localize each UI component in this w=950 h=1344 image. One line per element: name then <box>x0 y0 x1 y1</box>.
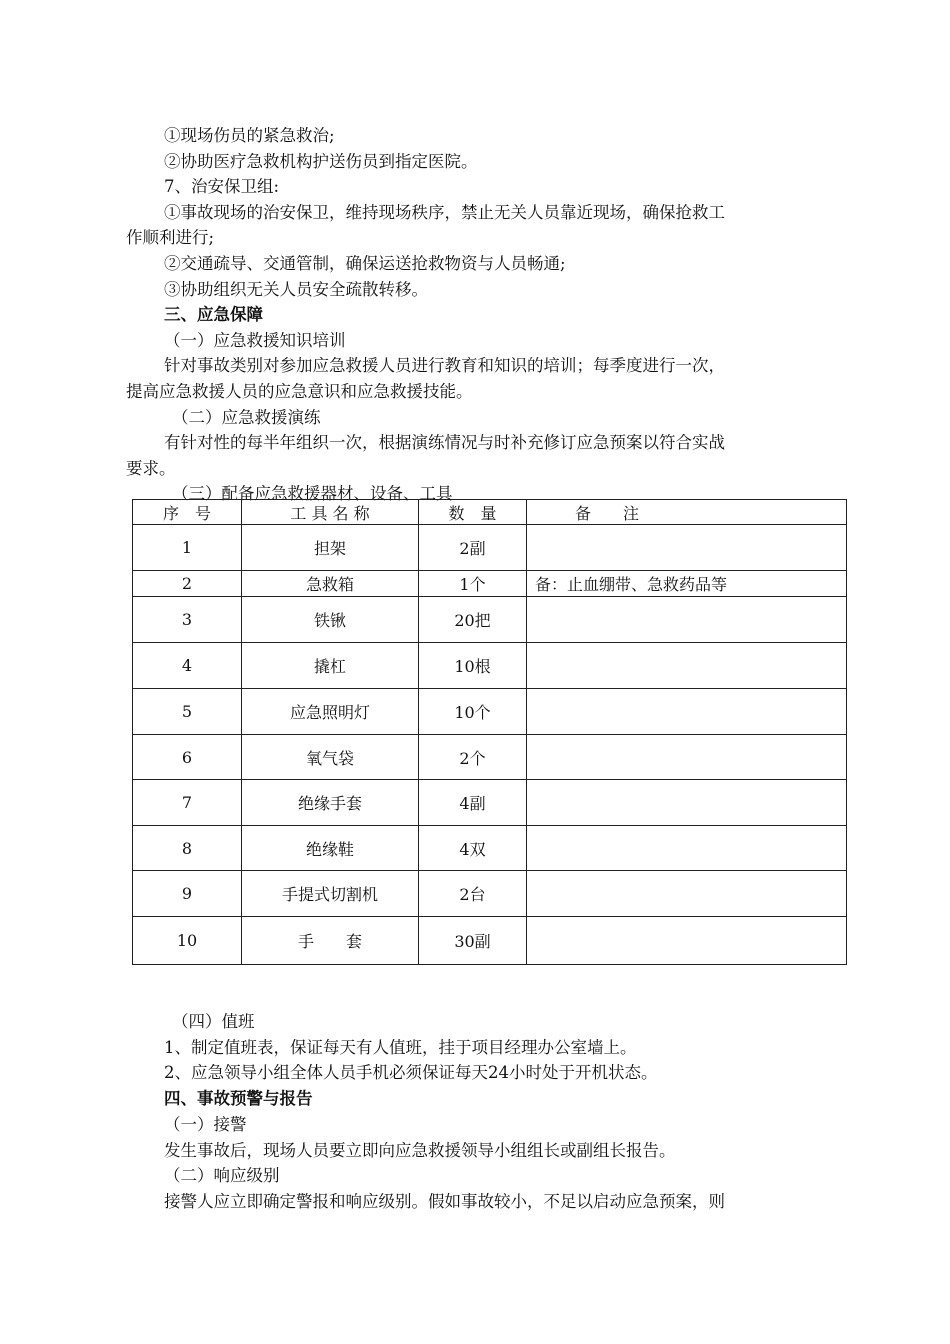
note <box>527 826 847 871</box>
equipment-table <box>132 499 847 965</box>
table-row <box>133 735 847 780</box>
paragraph-line: 接警人应立即确定警报和响应级别。假如事故较小，不足以启动应急预案，则 <box>164 1191 725 1211</box>
quantity: 2个 <box>419 735 527 780</box>
quantity: 20把 <box>419 597 527 643</box>
tool-name: 绝缘鞋 <box>242 826 419 871</box>
table-row <box>133 571 847 597</box>
paragraph-line: 有针对性的每半年组织一次，根据演练情况与时补充修订应急预案以符合实战 <box>164 433 725 453</box>
paragraph-line: （四）值班 <box>172 1012 255 1031</box>
quantity: 30副 <box>419 917 527 965</box>
paragraph-line: 2、应急领导小组全体人员手机必须保证每天24小时处于开机状态。 <box>164 1063 658 1083</box>
paragraph-line: ①现场伤员的紧急救治; <box>164 126 335 145</box>
quantity: 4副 <box>419 780 527 826</box>
note <box>527 871 847 917</box>
section-heading: 四、事故预警与报告 <box>164 1089 313 1109</box>
table-row <box>133 597 847 643</box>
table-header-row <box>133 500 847 525</box>
tool-name: 急救箱 <box>242 571 419 597</box>
table-row <box>133 780 847 826</box>
row-number: 4 <box>133 643 242 689</box>
row-number: 3 <box>133 597 242 643</box>
note <box>527 735 847 780</box>
tool-name: 铁锹 <box>242 597 419 643</box>
row-number: 5 <box>133 689 242 735</box>
table-row <box>133 525 847 571</box>
header-no: 序 号 <box>133 500 242 525</box>
row-number: 6 <box>133 735 242 780</box>
header-name: 工 具 名 称 <box>242 500 419 525</box>
table-row <box>133 826 847 871</box>
paragraph-line: 7、治安保卫组: <box>164 177 280 197</box>
row-number: 10 <box>133 917 242 965</box>
paragraph-line: 1、制定值班表，保证每天有人值班，挂于项目经理办公室墙上。 <box>164 1037 637 1057</box>
row-number: 9 <box>133 871 242 917</box>
table-row <box>133 871 847 917</box>
note <box>527 780 847 826</box>
table-row <box>133 689 847 735</box>
tool-name: 担架 <box>242 525 419 571</box>
equipment-table-container <box>132 499 846 965</box>
note <box>527 643 847 689</box>
row-number: 7 <box>133 780 242 826</box>
quantity: 4双 <box>419 826 527 871</box>
tool-name: 手 套 <box>242 917 419 965</box>
paragraph-line: ②交通疏导、交通管制，确保运送抢救物资与人员畅通; <box>164 254 566 273</box>
paragraph-line: ③协助组织无关人员安全疏散转移。 <box>164 279 428 299</box>
paragraph-line: 作顺利进行; <box>126 228 215 248</box>
paragraph-line: （二）应急救援演练 <box>172 407 321 427</box>
paragraph-line: 提高应急救援人员的应急意识和应急救援技能。 <box>126 382 473 401</box>
note: 备：止血绷带、急救药品等 <box>527 571 847 597</box>
tool-name: 氧气袋 <box>242 735 419 780</box>
tool-name: 手提式切割机 <box>242 871 419 917</box>
note <box>527 525 847 571</box>
paragraph-line: （一）接警 <box>164 1114 247 1134</box>
paragraph-line: 针对事故类别对参加应急救援人员进行教育和知识的培训；每季度进行一次， <box>164 356 725 376</box>
paragraph-line: （二）响应级别 <box>164 1166 280 1186</box>
quantity: 1个 <box>419 571 527 597</box>
tool-name: 撬杠 <box>242 643 419 689</box>
quantity: 10根 <box>419 643 527 689</box>
note <box>527 689 847 735</box>
table-row <box>133 643 847 689</box>
note <box>527 917 847 965</box>
section-heading: 三、应急保障 <box>164 305 263 325</box>
tool-name: 应急照明灯 <box>242 689 419 735</box>
table-row <box>133 917 847 965</box>
quantity: 2副 <box>419 525 527 571</box>
row-number: 2 <box>133 571 242 597</box>
header-note: 备 注 <box>527 500 847 525</box>
quantity: 2台 <box>419 871 527 917</box>
header-qty: 数 量 <box>419 500 527 525</box>
quantity: 10个 <box>419 689 527 735</box>
row-number: 1 <box>133 525 242 571</box>
tool-name: 绝缘手套 <box>242 780 419 826</box>
paragraph-line: ①事故现场的治安保卫，维持现场秩序，禁止无关人员靠近现场，确保抢救工 <box>164 202 725 222</box>
note <box>527 597 847 643</box>
paragraph-line: ②协助医疗急救机构护送伤员到指定医院。 <box>164 151 478 171</box>
row-number: 8 <box>133 826 242 871</box>
paragraph-line: 要求。 <box>126 458 176 478</box>
paragraph-line: （一）应急救援知识培训 <box>164 330 346 350</box>
paragraph-line: 发生事故后，现场人员要立即向应急救援领导小组组长或副组长报告。 <box>164 1140 676 1160</box>
paragraph-line: （三）配备应急救援器材、设备、工具 <box>172 484 453 504</box>
